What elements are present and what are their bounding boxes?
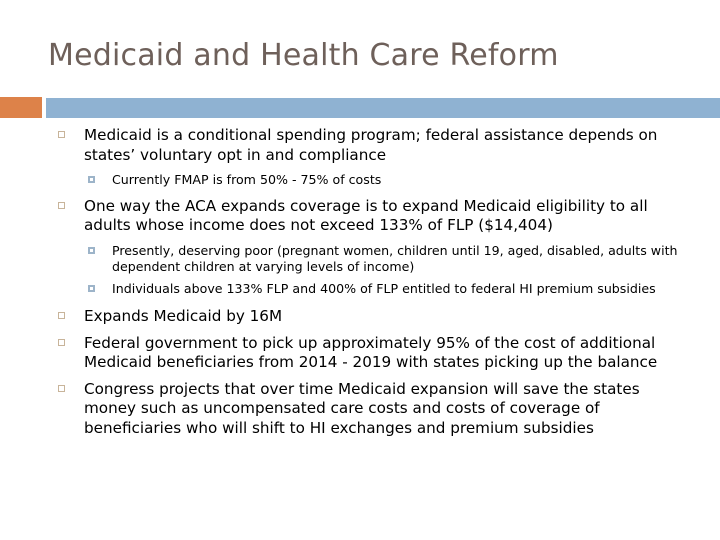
spacer — [0, 190, 720, 197]
bullet-square-icon — [58, 202, 65, 209]
sub-bullet-square-icon — [88, 247, 95, 254]
bullet-item — [0, 334, 720, 373]
sub-bullet-square-icon — [88, 176, 95, 183]
bullet-square-icon — [58, 339, 65, 346]
bullet-text: Congress projects that over time Medicaid expansion will save the states money such as uncompensated care costs and costs of coverage of beneficiaries who will shift to HI exchanges and premium subsidies — [84, 379, 640, 437]
bullet-square-icon — [58, 385, 65, 392]
sub-bullet-text: Individuals above 133% FLP and 400% of FLP entitled to federal HI premium subsidies — [112, 280, 656, 296]
bullet-text: Medicaid is a conditional spending program; federal assistance depends on states’ voluntary opt in and compliance — [84, 126, 658, 164]
page-title: Medicaid and Health Care Reform — [48, 38, 559, 73]
bullet-text: One way the ACA expands coverage is to expand Medicaid eligibility to all adults whose income does not exceed 133% of FLP ($14,404) — [84, 196, 648, 234]
sub-bullet-text: Presently, deserving poor (pregnant women, children until 19, aged, disabled, adults with dependent children at varying levels of income) — [112, 242, 678, 274]
bullet-item — [0, 307, 720, 327]
bullet-square-icon — [58, 312, 65, 319]
bullet-item — [0, 126, 720, 165]
bullet-square-icon — [58, 131, 65, 138]
slide-body — [0, 126, 720, 441]
bullet-text: Expands Medicaid by 16M — [84, 307, 283, 325]
sub-bullet-square-icon — [88, 285, 95, 292]
bullet-item — [0, 197, 720, 236]
sub-bullet-item — [0, 172, 720, 189]
bullet-item — [0, 380, 720, 439]
title-rule-blue-bar — [46, 98, 720, 118]
bullet-text: Federal government to pick up approximately 95% of the cost of additional Medicaid beneficiaries from 2014 - 2019 with states picking up the balance — [84, 333, 658, 371]
spacer — [0, 298, 720, 307]
title-rule-orange-accent — [0, 97, 42, 118]
sub-bullet-item — [0, 281, 720, 298]
sub-bullet-item — [0, 243, 720, 276]
sub-bullet-text: Currently FMAP is from 50% - 75% of costs — [112, 172, 382, 187]
